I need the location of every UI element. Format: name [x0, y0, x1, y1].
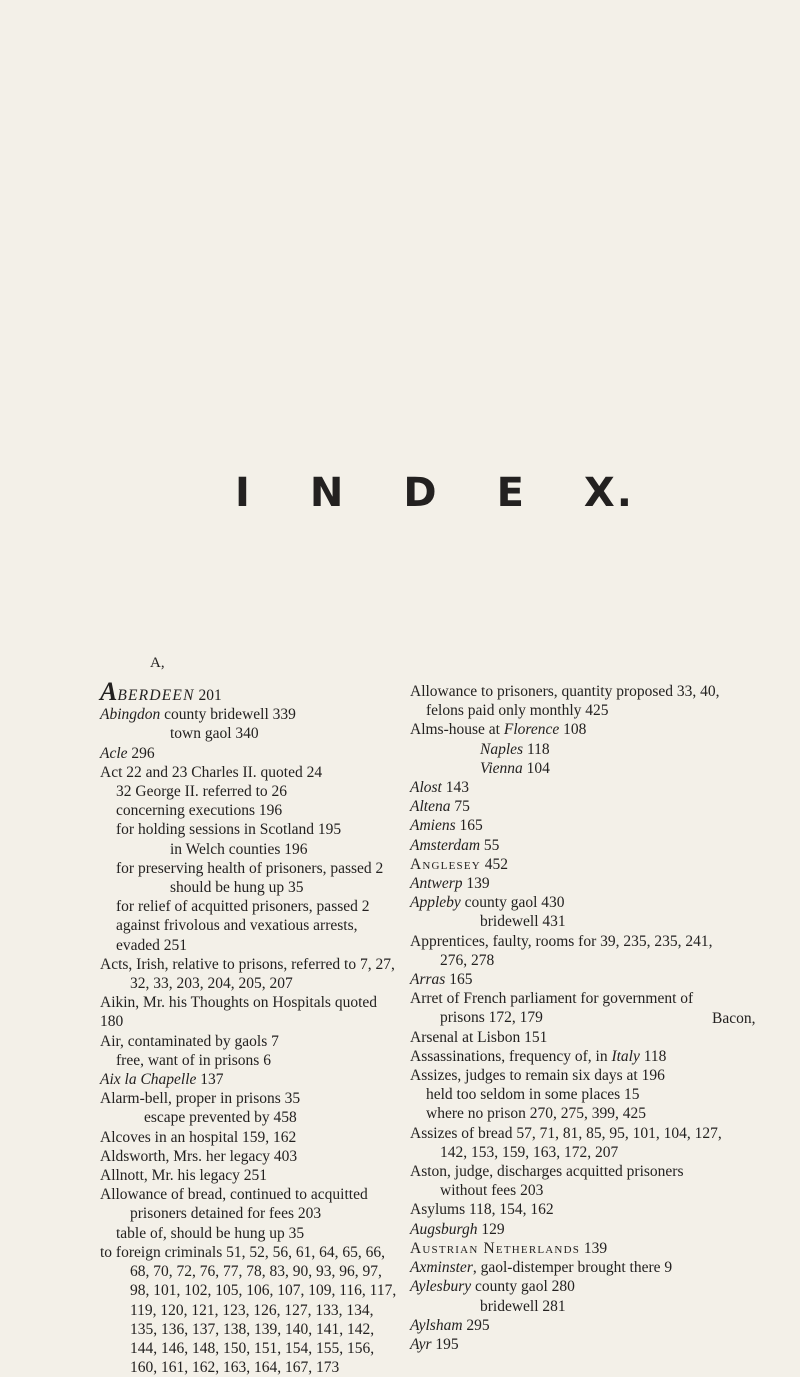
index-entry: felons paid only monthly 425 [426, 702, 609, 720]
index-entry: Vienna 104 [480, 759, 550, 777]
index-entry: Air, contaminated by gaols 7 [100, 1032, 279, 1050]
index-entry: Appleby county gaol 430 [410, 894, 565, 912]
index-entry: should be hung up 35 [170, 879, 304, 897]
index-entry: against frivolous and vexatious arrests, evaded 251 [116, 917, 358, 954]
index-entry: Naples 118 [480, 740, 550, 758]
index-entry: town gaol 340 [170, 725, 259, 743]
index-entry: Aylsham 295 [410, 1316, 490, 1334]
index-entry: 32 George II. referred to 26 [116, 783, 287, 801]
index-entry: for relief of acquitted prisoners, passed 2 [116, 898, 370, 916]
index-entry: Arret of French parliament for government of prisons 172, 179 [410, 990, 694, 1027]
index-entry: escape prevented by 458 [144, 1109, 297, 1127]
index-entry: Aikin, Mr. his Thoughts on Hospitals quoted 180 [100, 994, 378, 1031]
page-title [235, 470, 634, 516]
index-entry: Acts, Irish, relative to prisons, referred to 7, 27, 32, 33, 203, 204, 205, 207 [100, 955, 395, 993]
index-entry: Arsenal at Lisbon 151 [410, 1028, 548, 1046]
index-entry: Aston, judge, discharges acquitted prisoners without fees 203 [410, 1163, 684, 1200]
index-entry: Alost 143 [410, 779, 469, 797]
index-column-left [100, 677, 400, 1377]
index-entry: ABERDEEN 201 [100, 677, 222, 706]
index-entry: Allowance of bread, continued to acquitted prisoners detained for fees 203 [100, 1186, 368, 1223]
index-entry: bridewell 431 [480, 913, 566, 931]
title-letter: I [235, 470, 252, 516]
index-entry: held too seldom in some places 15 [426, 1086, 640, 1104]
index-entry: Abingdon county bridewell 339 [100, 706, 296, 724]
index-entry: Amsterdam 55 [410, 836, 500, 854]
index-column-right [410, 682, 725, 1354]
index-entry: Alcoves in an hospital 159, 162 [100, 1128, 297, 1146]
index-entry: Assassinations, frequency of, in Italy 118 [410, 1047, 667, 1065]
index-entry: Aldsworth, Mrs. her legacy 403 [100, 1147, 298, 1165]
title-letter: N [309, 470, 346, 516]
index-entry: Ayr 195 [410, 1335, 459, 1353]
index-entry: Alms-house at Florence 108 [410, 721, 587, 739]
index-entry: Anglesey 452 [410, 855, 509, 873]
index-entry: where no prison 270, 275, 399, 425 [426, 1105, 646, 1123]
index-entry: for holding sessions in Scotland 195 [116, 821, 342, 839]
index-entry: Arras 165 [410, 971, 473, 989]
index-entry: concerning executions 196 [116, 802, 283, 820]
index-entry: Antwerp 139 [410, 875, 490, 893]
index-entry: in Welch counties 196 [170, 840, 308, 858]
index-entry: Allnott, Mr. his legacy 251 [100, 1167, 268, 1185]
index-entry: Amiens 165 [410, 817, 483, 835]
index-entry: to foreign criminals 51, 52, 56, 61, 64, 65, 66, 68, 70, 72, 76, 77, 78, 83, 90, 93, 96, 97, 98, 101, 102, 105, 106, 107, 109, 116, 117, 119, 120, 121, 123, 126, 127, 133, 134, 135, 136, 137, 138, 139, 140, 141, 142, 144, 146, 148, 150, 151, 154, 155, 156, 160, 161, 162, 163, 164, 167, 173 [100, 1243, 397, 1377]
index-entry: Altena 75 [410, 798, 470, 816]
index-entry: Austrian Netherlands 139 [410, 1239, 608, 1257]
index-entry: Alarm-bell, proper in prisons 35 [100, 1090, 301, 1108]
index-entry: Act 22 and 23 Charles II. quoted 24 [100, 763, 323, 781]
title-letter: D [403, 470, 439, 516]
index-entry: Aylesbury county gaol 280 [410, 1278, 575, 1296]
index-entry: for preserving health of prisoners, passed 2 [116, 859, 384, 877]
section-letter: A, [150, 655, 165, 671]
title-letter: E [496, 470, 526, 516]
index-entry: Apprentices, faulty, rooms for 39, 235, 235, 241, 276, 278 [410, 932, 713, 969]
index-entry: Assizes of bread 57, 71, 81, 85, 95, 101, 104, 127, 142, 153, 159, 163, 172, 207 [410, 1124, 722, 1161]
index-entry: Acle 296 [100, 744, 155, 762]
index-entry: Augsburgh 129 [410, 1220, 505, 1238]
index-entry: bridewell 281 [480, 1297, 566, 1315]
title-letter: X. [583, 470, 634, 516]
index-entry: Aix la Chapelle 137 [100, 1071, 224, 1089]
index-entry: Asylums 118, 154, 162 [410, 1201, 554, 1219]
index-entry: Allowance to prisoners, quantity proposed 33, 40, [410, 683, 720, 700]
index-entry: table of, should be hung up 35 [116, 1224, 305, 1242]
index-entry: Axminster, gaol-distemper brought there 9 [410, 1259, 673, 1277]
index-entry: free, want of in prisons 6 [116, 1051, 271, 1069]
catchword: Bacon, [712, 1010, 756, 1027]
index-entry: Assizes, judges to remain six days at 196 [410, 1067, 665, 1085]
